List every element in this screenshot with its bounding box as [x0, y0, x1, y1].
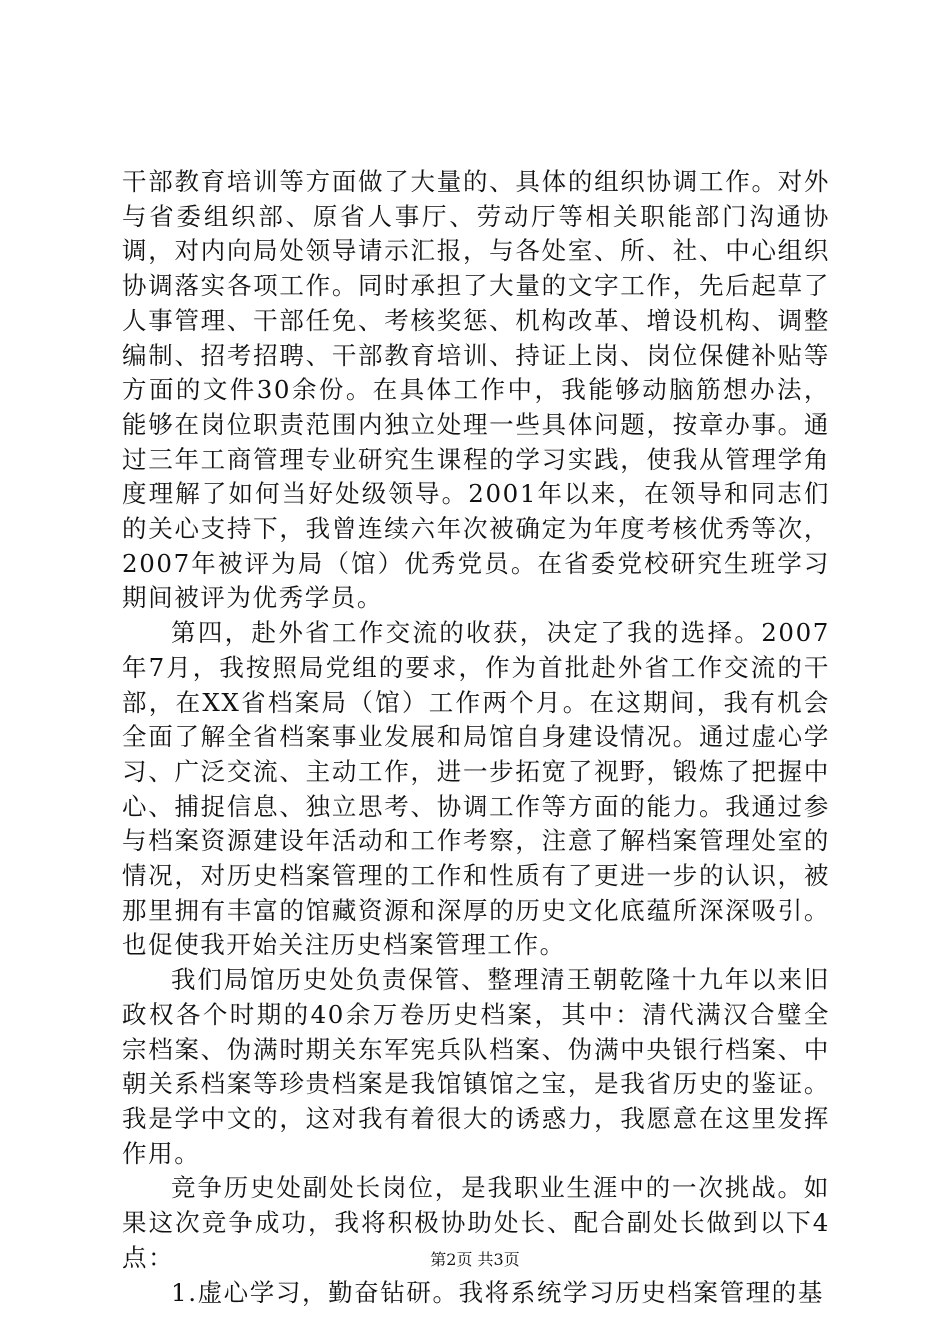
paragraph-fourth-point: 第四，赴外省工作交流的收获，决定了我的选择。2007年7月，我按照局党组的要求，作为首批赴外省工作交流的干部，在XX省档案局（馆）工作两个月。在这期间，我有机会全面了解全省档案事业发展和局馆自身建设情况。通过虚心学习、广泛交流、主动工作，进一步拓宽了视野，锻炼了把握中心、捕捉信息、独立思考、协调工作等方面的能力。我通过参与档案资源建设年活动和工作考察，注意了解档案管理处室的情况，对历史档案管理的工作和性质有了更进一步的认识，被那里拥有丰富的馆藏资源和深厚的历史文化底蕴所深深吸引。也促使我开始关注历史档案管理工作。: [122, 618, 830, 960]
paragraph-history-office: 我们局馆历史处负责保管、整理清王朝乾隆十九年以来旧政权各个时期的40余万卷历史档案，其中：清代满汉合璧全宗档案、伪满时期关东军宪兵队档案、伪满中央银行档案、中朝关系档案等珍贵档案是我馆镇馆之宝，是我省历史的鉴证。我是学中文的，这对我有着很大的诱惑力，我愿意在这里发挥作用。: [122, 965, 830, 1168]
paragraph-item-1: 1.虚心学习，勤奋钻研。我将系统学习历史档案管理的基: [171, 1277, 824, 1307]
paragraph-competition: 竞争历史处副处长岗位，是我职业生涯中的一次挑战。如果这次竞争成功，我将积极协助处长、配合副处长做到以下4点：: [122, 1173, 830, 1272]
document-body: [122, 165, 830, 1310]
paragraph-continuation: 干部教育培训等方面做了大量的、具体的组织协调工作。对外与省委组织部、原省人事厅、劳动厅等相关职能部门沟通协调，对内向局处领导请示汇报，与各处室、所、社、中心组织协调落实各项工作。同时承担了大量的文字工作，先后起草了人事管理、干部任免、考核奖惩、机构改革、增设机构、调整编制、招考招聘、干部教育培训、持证上岗、岗位保健补贴等方面的文件30余份。在具体工作中，我能够动脑筋想办法，能够在岗位职责范围内独立处理一些具体问题，按章办事。通过三年工商管理专业研究生课程的学习实践，使我从管理学角度理解了如何当好处级领导。2001年以来，在领导和同志们的关心支持下，我曾连续六年次被确定为年度考核优秀等次，2007年被评为局（馆）优秀党员。在省委党校研究生班学习期间被评为优秀学员。: [122, 167, 830, 613]
page-footer: 第2页 共3页: [430, 1250, 520, 1269]
